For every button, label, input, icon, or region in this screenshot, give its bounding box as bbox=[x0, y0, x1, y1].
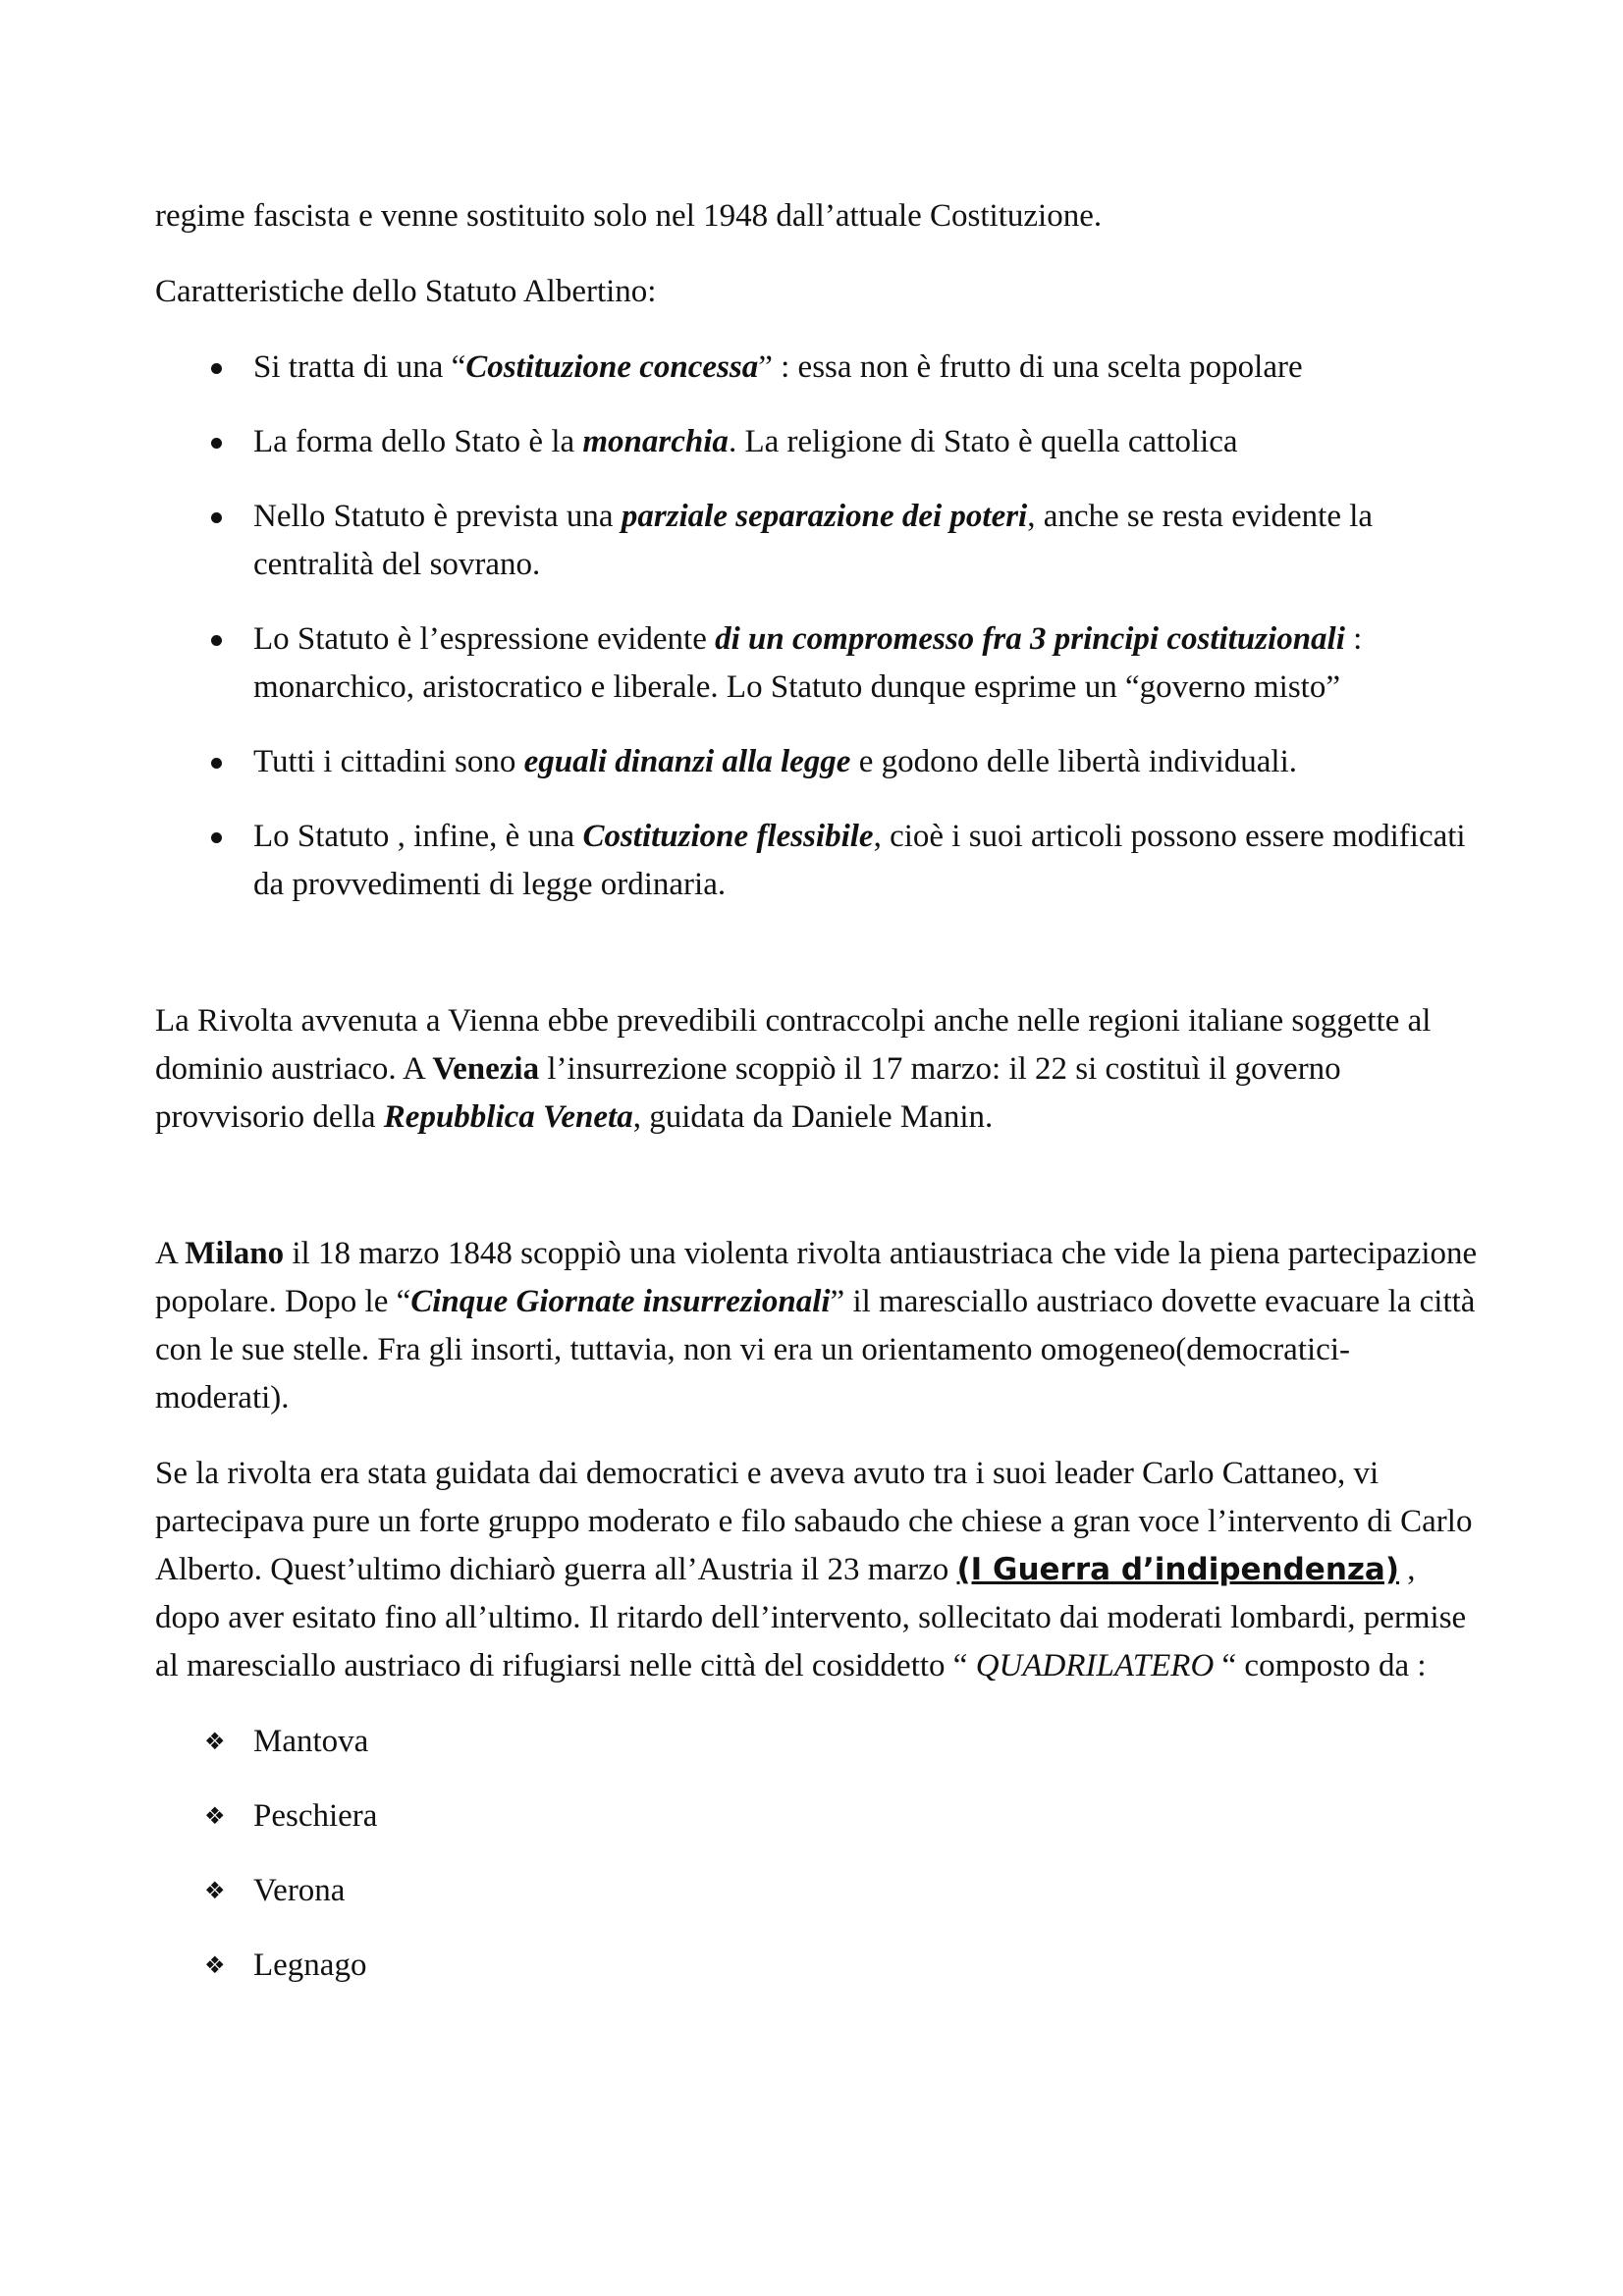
paragraph-venezia: La Rivolta avvenuta a Vienna ebbe prevedibili contraccolpi anche nelle regioni italiane soggette al dominio austriaco. A Venezia l’insurrezione scoppiò il 17 marzo: il 22 si costituì il governo provvisorio della Repubblica Veneta, guidata da Daniele Manin. bbox=[155, 1003, 1432, 1135]
paragraph-carlo-alberto: Se la rivolta era stata guidata dai democratici e aveva avuto tra i suoi leader Carlo Cattaneo, vi partecipava pure un forte gruppo moderato e filo sabaudo che chiese a gran voce l’intervento di Carlo Alberto. Quest’ultimo dichiarò guerra all’Austria il 23 marzo (I Guerra d’indipendenza) , dopo aver esitato fino all’ultimo. Il ritardo dell’intervento, sollecitato dai moderati lombardi, permise al maresciallo austriaco di rifugiarsi nelle città del cosiddetto “ QUADRILATERO “ composto da : bbox=[155, 1456, 1473, 1683]
bullet-item: Nello Statuto è prevista una parziale separazione dei poteri, anche se resta evidente la centralità del sovrano. bbox=[155, 493, 1481, 589]
emphasis: Costituzione concessa bbox=[465, 349, 759, 385]
emphasis: monarchia bbox=[582, 424, 729, 459]
emphasis: eguali dinanzi alla legge bbox=[523, 744, 851, 779]
diamond-bullet-icon: ❖ bbox=[204, 1802, 226, 1830]
diamond-bullet-icon: ❖ bbox=[204, 1951, 226, 1979]
bullet-list bbox=[155, 344, 1481, 909]
list-item: ❖ Peschiera bbox=[155, 1792, 1481, 1841]
list-item: ❖ Verona bbox=[155, 1867, 1481, 1915]
list-item: ❖ Mantova bbox=[155, 1718, 1481, 1766]
emphasis-guerra: (I Guerra d’indipendenza) bbox=[956, 1552, 1400, 1587]
list-item: ❖ Legnago bbox=[155, 1942, 1481, 1990]
emphasis-repubblica: Repubblica Veneta bbox=[383, 1099, 633, 1135]
bullet-item: Lo Statuto , infine, è una Costituzione flessibile, cioè i suoi articoli possono essere modificati da provvedimenti di legge ordinaria. bbox=[155, 813, 1481, 909]
emphasis: parziale separazione dei poteri bbox=[621, 499, 1028, 534]
emphasis-venezia: Venezia bbox=[432, 1051, 540, 1087]
paragraph-intro: regime fascista e venne sostituito solo nel 1948 dall’attuale Costituzione. bbox=[155, 198, 1103, 234]
emphasis-cinque-giornate: Cinque Giornate insurrezionali bbox=[410, 1284, 831, 1319]
diamond-bullet-icon: ❖ bbox=[204, 1877, 226, 1904]
document-page bbox=[155, 192, 1481, 2016]
bullet-item: La forma dello Stato è la monarchia. La religione di Stato è quella cattolica bbox=[155, 418, 1481, 466]
emphasis-milano: Milano bbox=[185, 1236, 285, 1271]
paragraph-milano: A Milano il 18 marzo 1848 scoppiò una violenta rivolta antiaustriaca che vide la piena partecipazione popolare. Dopo le “Cinque Giornate insurrezionali” il maresciallo austriaco dovette evacuare la città con le sue stelle. Fra gli insorti, tuttavia, non vi era un orientamento omogeneo(democratici- moderati). bbox=[155, 1236, 1478, 1415]
bullet-item: Tutti i cittadini sono eguali dinanzi alla legge e godono delle libertà individuali. bbox=[155, 738, 1481, 786]
emphasis-quadrilatero: QUADRILATERO bbox=[975, 1648, 1215, 1683]
bullet-item: Si tratta di una “Costituzione concessa” : essa non è frutto di una scelta popolare bbox=[155, 344, 1481, 392]
emphasis: di un compromesso fra 3 principi costituzionali bbox=[715, 621, 1345, 657]
bullet-item: Lo Statuto è l’espressione evidente di un compromesso fra 3 principi costituzionali : monarchico, aristocratico e liberale. Lo Statuto dunque esprime un “governo misto” bbox=[155, 615, 1481, 712]
city-list bbox=[155, 1718, 1481, 1990]
paragraph-heading: Caratteristiche dello Statuto Albertino: bbox=[155, 274, 657, 309]
emphasis: Costituzione flessibile bbox=[582, 819, 874, 854]
diamond-bullet-icon: ❖ bbox=[204, 1728, 226, 1755]
